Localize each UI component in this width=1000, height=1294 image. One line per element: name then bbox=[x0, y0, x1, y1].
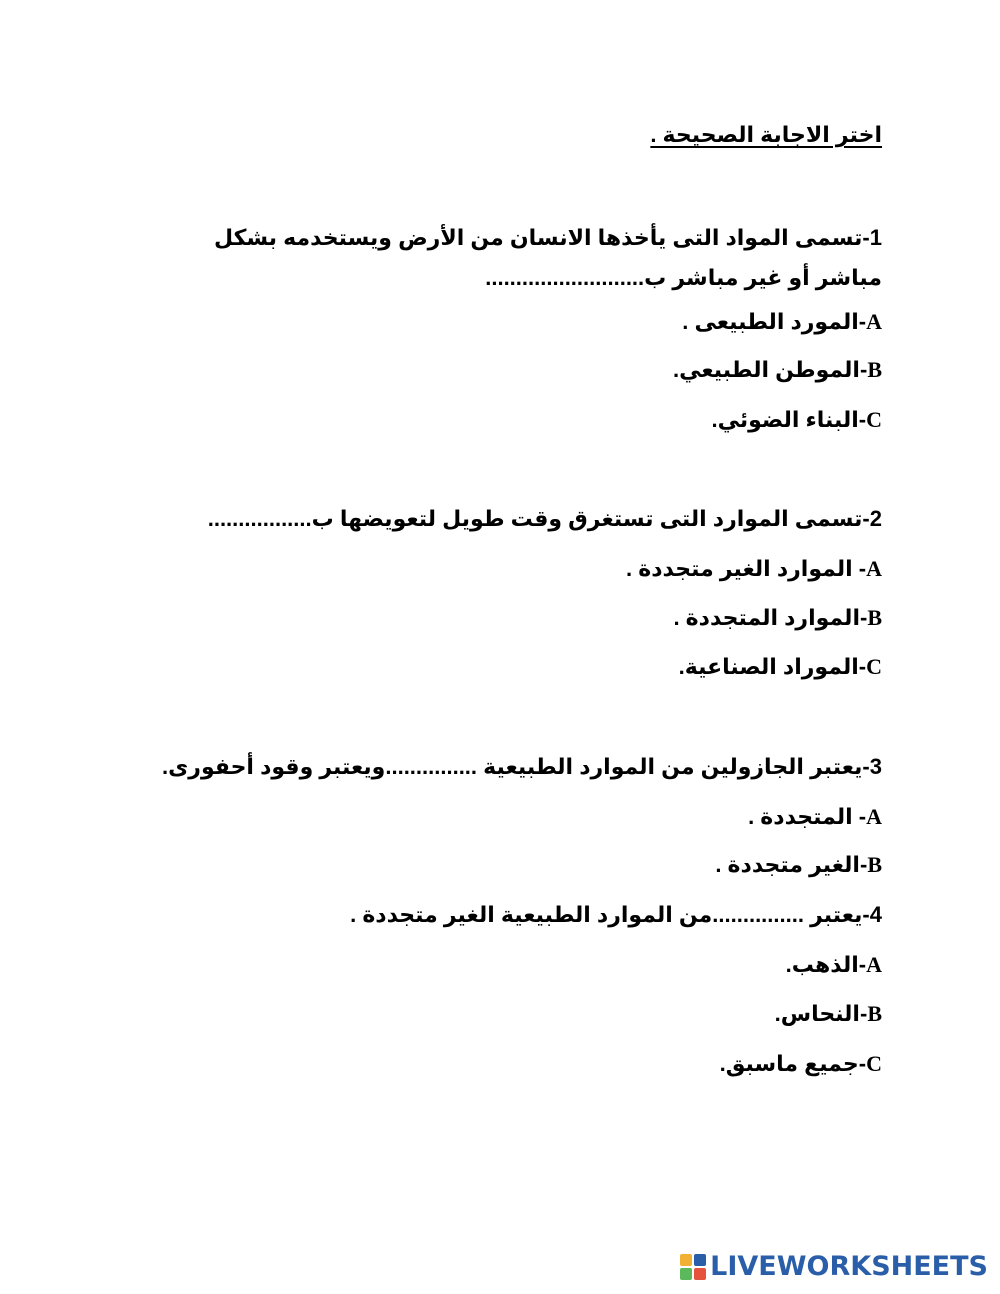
logo-mark-square-3 bbox=[680, 1268, 692, 1280]
logo-text: LIVEWORKSHEETS bbox=[710, 1251, 988, 1282]
worksheet-title: اختر الاجابة الصحيحة . bbox=[650, 122, 882, 147]
question-1-option-c[interactable]: C-البناء الضوئي. bbox=[711, 407, 882, 432]
question-4-option-b[interactable]: B-النحاس. bbox=[774, 1001, 882, 1026]
question-2-number: 2 bbox=[869, 506, 882, 531]
liveworksheets-logo-icon bbox=[680, 1254, 706, 1280]
question-3-number: 3 bbox=[869, 754, 882, 779]
question-2-option-c[interactable]: C-الموراد الصناعية. bbox=[678, 654, 882, 679]
question-4-number: 4 bbox=[869, 902, 882, 927]
question-1-option-b[interactable]: B-الموطن الطبيعي. bbox=[673, 357, 882, 382]
question-2-option-b[interactable]: B-الموارد المتجددة . bbox=[673, 605, 882, 630]
question-2-text: 2-تسمى الموارد التى تستغرق وقت طويل لتعويضها ب................. bbox=[207, 506, 882, 531]
question-1-number: 1 bbox=[869, 225, 882, 250]
logo-mark-square-4 bbox=[694, 1268, 706, 1280]
question-4-text: 4-يعتبر ...............من الموارد الطبيعية الغير متجددة . bbox=[350, 902, 882, 927]
question-1-option-a[interactable]: A-المورد الطبيعى . bbox=[682, 309, 882, 334]
logo-mark-square-2 bbox=[694, 1254, 706, 1266]
liveworksheets-logo[interactable] bbox=[680, 1252, 988, 1282]
question-4-option-c[interactable]: C-جميع ماسبق. bbox=[719, 1051, 882, 1076]
logo-mark-square-1 bbox=[680, 1254, 692, 1266]
question-3-text: 3-يعتبر الجازولين من الموارد الطبيعية ...............ويعتبر وقود أحفورى. bbox=[162, 754, 882, 779]
question-3-option-a[interactable]: A- المتجددة . bbox=[748, 804, 882, 829]
question-3-option-b[interactable]: B-الغير متجددة . bbox=[715, 852, 882, 877]
question-1-text: 1-تسمى المواد التى يأخذها الانسان من الأرض ويستخدمه بشكل مباشر أو غير مباشر ب.......................... bbox=[213, 225, 882, 290]
question-4-option-a[interactable]: A-الذهب. bbox=[785, 952, 882, 977]
question-2-option-a[interactable]: A- الموارد الغير متجددة . bbox=[626, 556, 882, 581]
